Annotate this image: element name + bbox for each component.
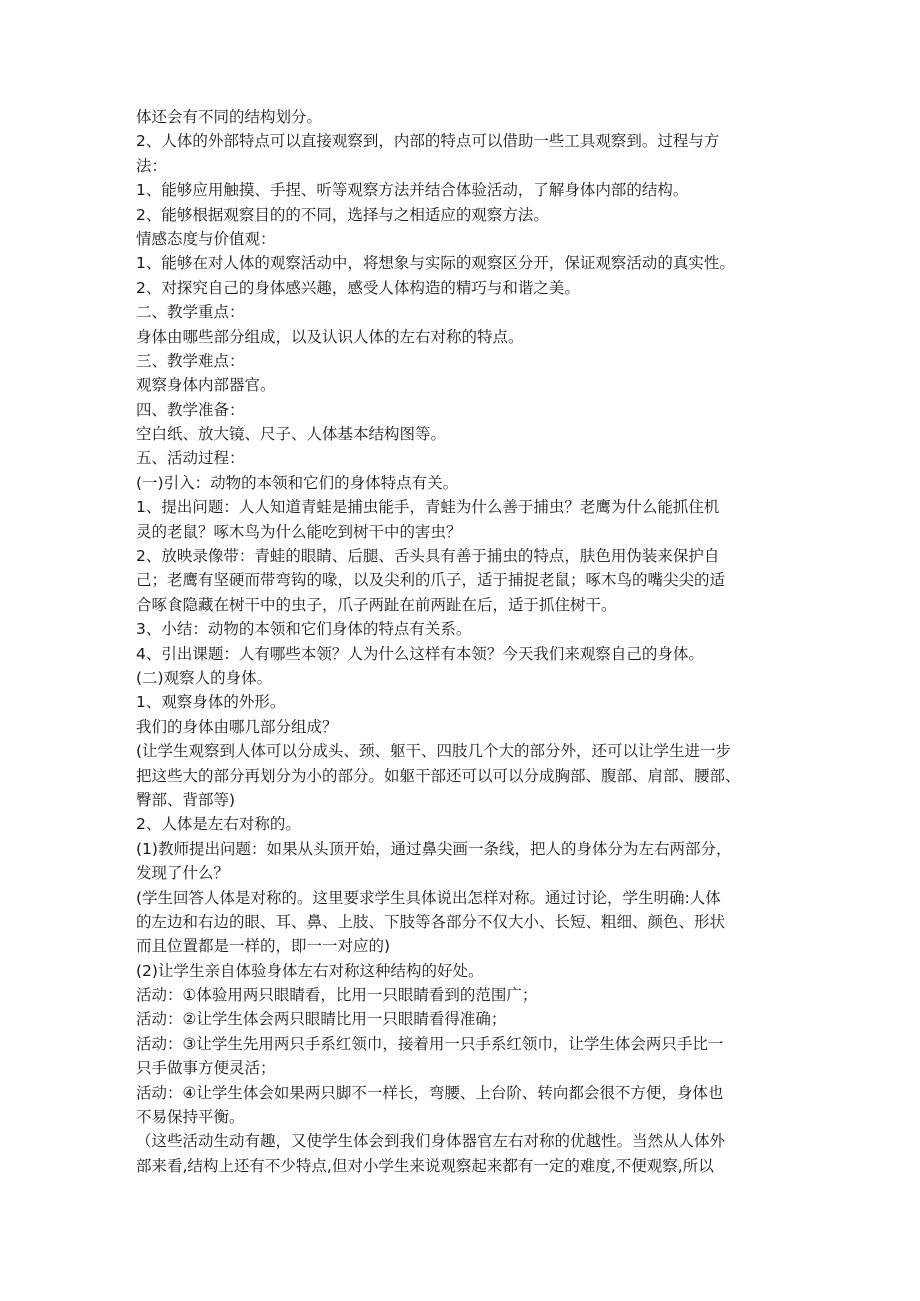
text-line: 4、引出课题：人有哪些本领？人为什么这样有本领？今天我们来观察自己的身体。 (136, 644, 704, 663)
text-line: 身体由哪些部分组成，以及认识人体的左右对称的特点。 (136, 327, 524, 346)
text-line: 只手做事方便灵活； (136, 1059, 276, 1078)
text-line: 活动：③让学生先用两只手系红领巾，接着用一只手系红领巾，让学生体会两只手比一 (136, 1034, 724, 1053)
text-line: (一)引入：动物的本领和它们的身体特点有关。 (136, 473, 459, 492)
text-line: 而且位置都是一样的，即一一对应的) (136, 937, 391, 956)
text-line: 部来看,结构上还有不少特点,但对小学生来说观察起来都有一定的难度,不便观察,所以 (136, 1156, 714, 1175)
text-line: 合啄食隐藏在树干中的虫子，爪子两趾在前两趾在后，适于抓住树干。 (136, 595, 617, 614)
text-line: 灵的老鼠？啄木鸟为什么能吃到树干中的害虫？ (136, 522, 462, 541)
text-line: 不易保持平衡。 (136, 1108, 245, 1127)
text-line: 活动：④让学生体会如果两只脚不一样长，弯腰、上台阶、转向都会很不方便，身体也 (136, 1083, 724, 1102)
text-line: (让学生观察到人体可以分成头、颈、躯干、四肢几个大的部分外，还可以让学生进一步 (136, 742, 732, 761)
text-line: 情感态度与价值观： (136, 229, 276, 248)
text-line: 臀部、背部等) (136, 790, 236, 809)
text-line: (二)观察人的身体。 (136, 668, 273, 687)
text-line: (学生回答人体是对称的。这里要求学生具体说出怎样对称。通过讨论，学生明确:人体 (136, 888, 721, 907)
text-line: 我们的身体由哪几部分组成？ (136, 717, 338, 736)
text-line: 3、小结：动物的本领和它们身体的特点有关系。 (136, 620, 472, 639)
text-line: 1、观察身体的外形。 (136, 693, 286, 712)
text-line: 1、能够在对人体的观察活动中，将想象与实际的观察区分开，保证观察活动的真实性。 (136, 254, 735, 273)
text-line: 活动：①体验用两只眼睛看，比用一只眼睛看到的范围广； (136, 986, 538, 1005)
text-line: （这些活动生动有趣，又使学生体会到我们身体器官左右对称的优越性。当然从人体外 (136, 1132, 726, 1151)
text-line: 的左边和右边的眼、耳、鼻、上肢、下肢等各部分不仅大小、长短、粗细、颜色、形状 (136, 912, 726, 931)
text-line: 二、教学重点： (136, 303, 245, 322)
text-line: 2、能够根据观察目的的不同，选择与之相适应的观察方法。 (136, 205, 549, 224)
text-line: 活动：②让学生体会两只眼睛比用一只眼睛看得准确； (136, 1010, 507, 1029)
text-line: 把这些大的部分再划分为小的部分。如躯干部还可以可以分成胸部、腹部、肩部、腰部、 (136, 766, 741, 785)
text-line: 2、人体是左右对称的。 (136, 815, 301, 834)
text-line: 观察身体内部器官。 (136, 376, 276, 395)
text-line: 1、能够应用触摸、手捏、听等观察方法并结合体验活动，了解身体内部的结构。 (136, 181, 689, 200)
text-line: 空白纸、放大镜、尺子、人体基本结构图等。 (136, 425, 447, 444)
text-line: 体还会有不同的结构划分。 (136, 108, 323, 126)
document-body (136, 105, 796, 1178)
text-line: 2、放映录像带：青蛙的眼睛、后腿、舌头具有善于捕虫的特点，肤色用伪装来保护自 (136, 547, 720, 566)
text-line: 发现了什么？ (136, 864, 230, 883)
text-line: 法： (136, 156, 168, 175)
text-line: 五、活动过程： (136, 449, 245, 468)
text-line: (2)让学生亲自体验身体左右对称这种结构的好处。 (136, 961, 484, 980)
text-line: 四、教学准备： (136, 400, 245, 419)
text-line: 2、人体的外部特点可以直接观察到，内部的特点可以借助一些工具观察到。过程与方 (136, 132, 720, 151)
text-line: 1、提出问题：人人知道青蛙是捕虫能手，青蛙为什么善于捕虫？老鹰为什么能抓住机 (136, 498, 720, 517)
text-line: 三、教学难点： (136, 351, 245, 370)
text-line: 2、对探究自己的身体感兴趣，感受人体构造的精巧与和谐之美。 (136, 278, 580, 297)
text-line: 己；老鹰有坚硬而带弯钩的喙，以及尖利的爪子，适于捕捉老鼠；啄木鸟的嘴尖尖的适 (136, 571, 726, 590)
text-line: (1)教师提出问题：如果从头顶开始，通过鼻尖画一条线，把人的身体分为左右两部分， (136, 839, 732, 858)
